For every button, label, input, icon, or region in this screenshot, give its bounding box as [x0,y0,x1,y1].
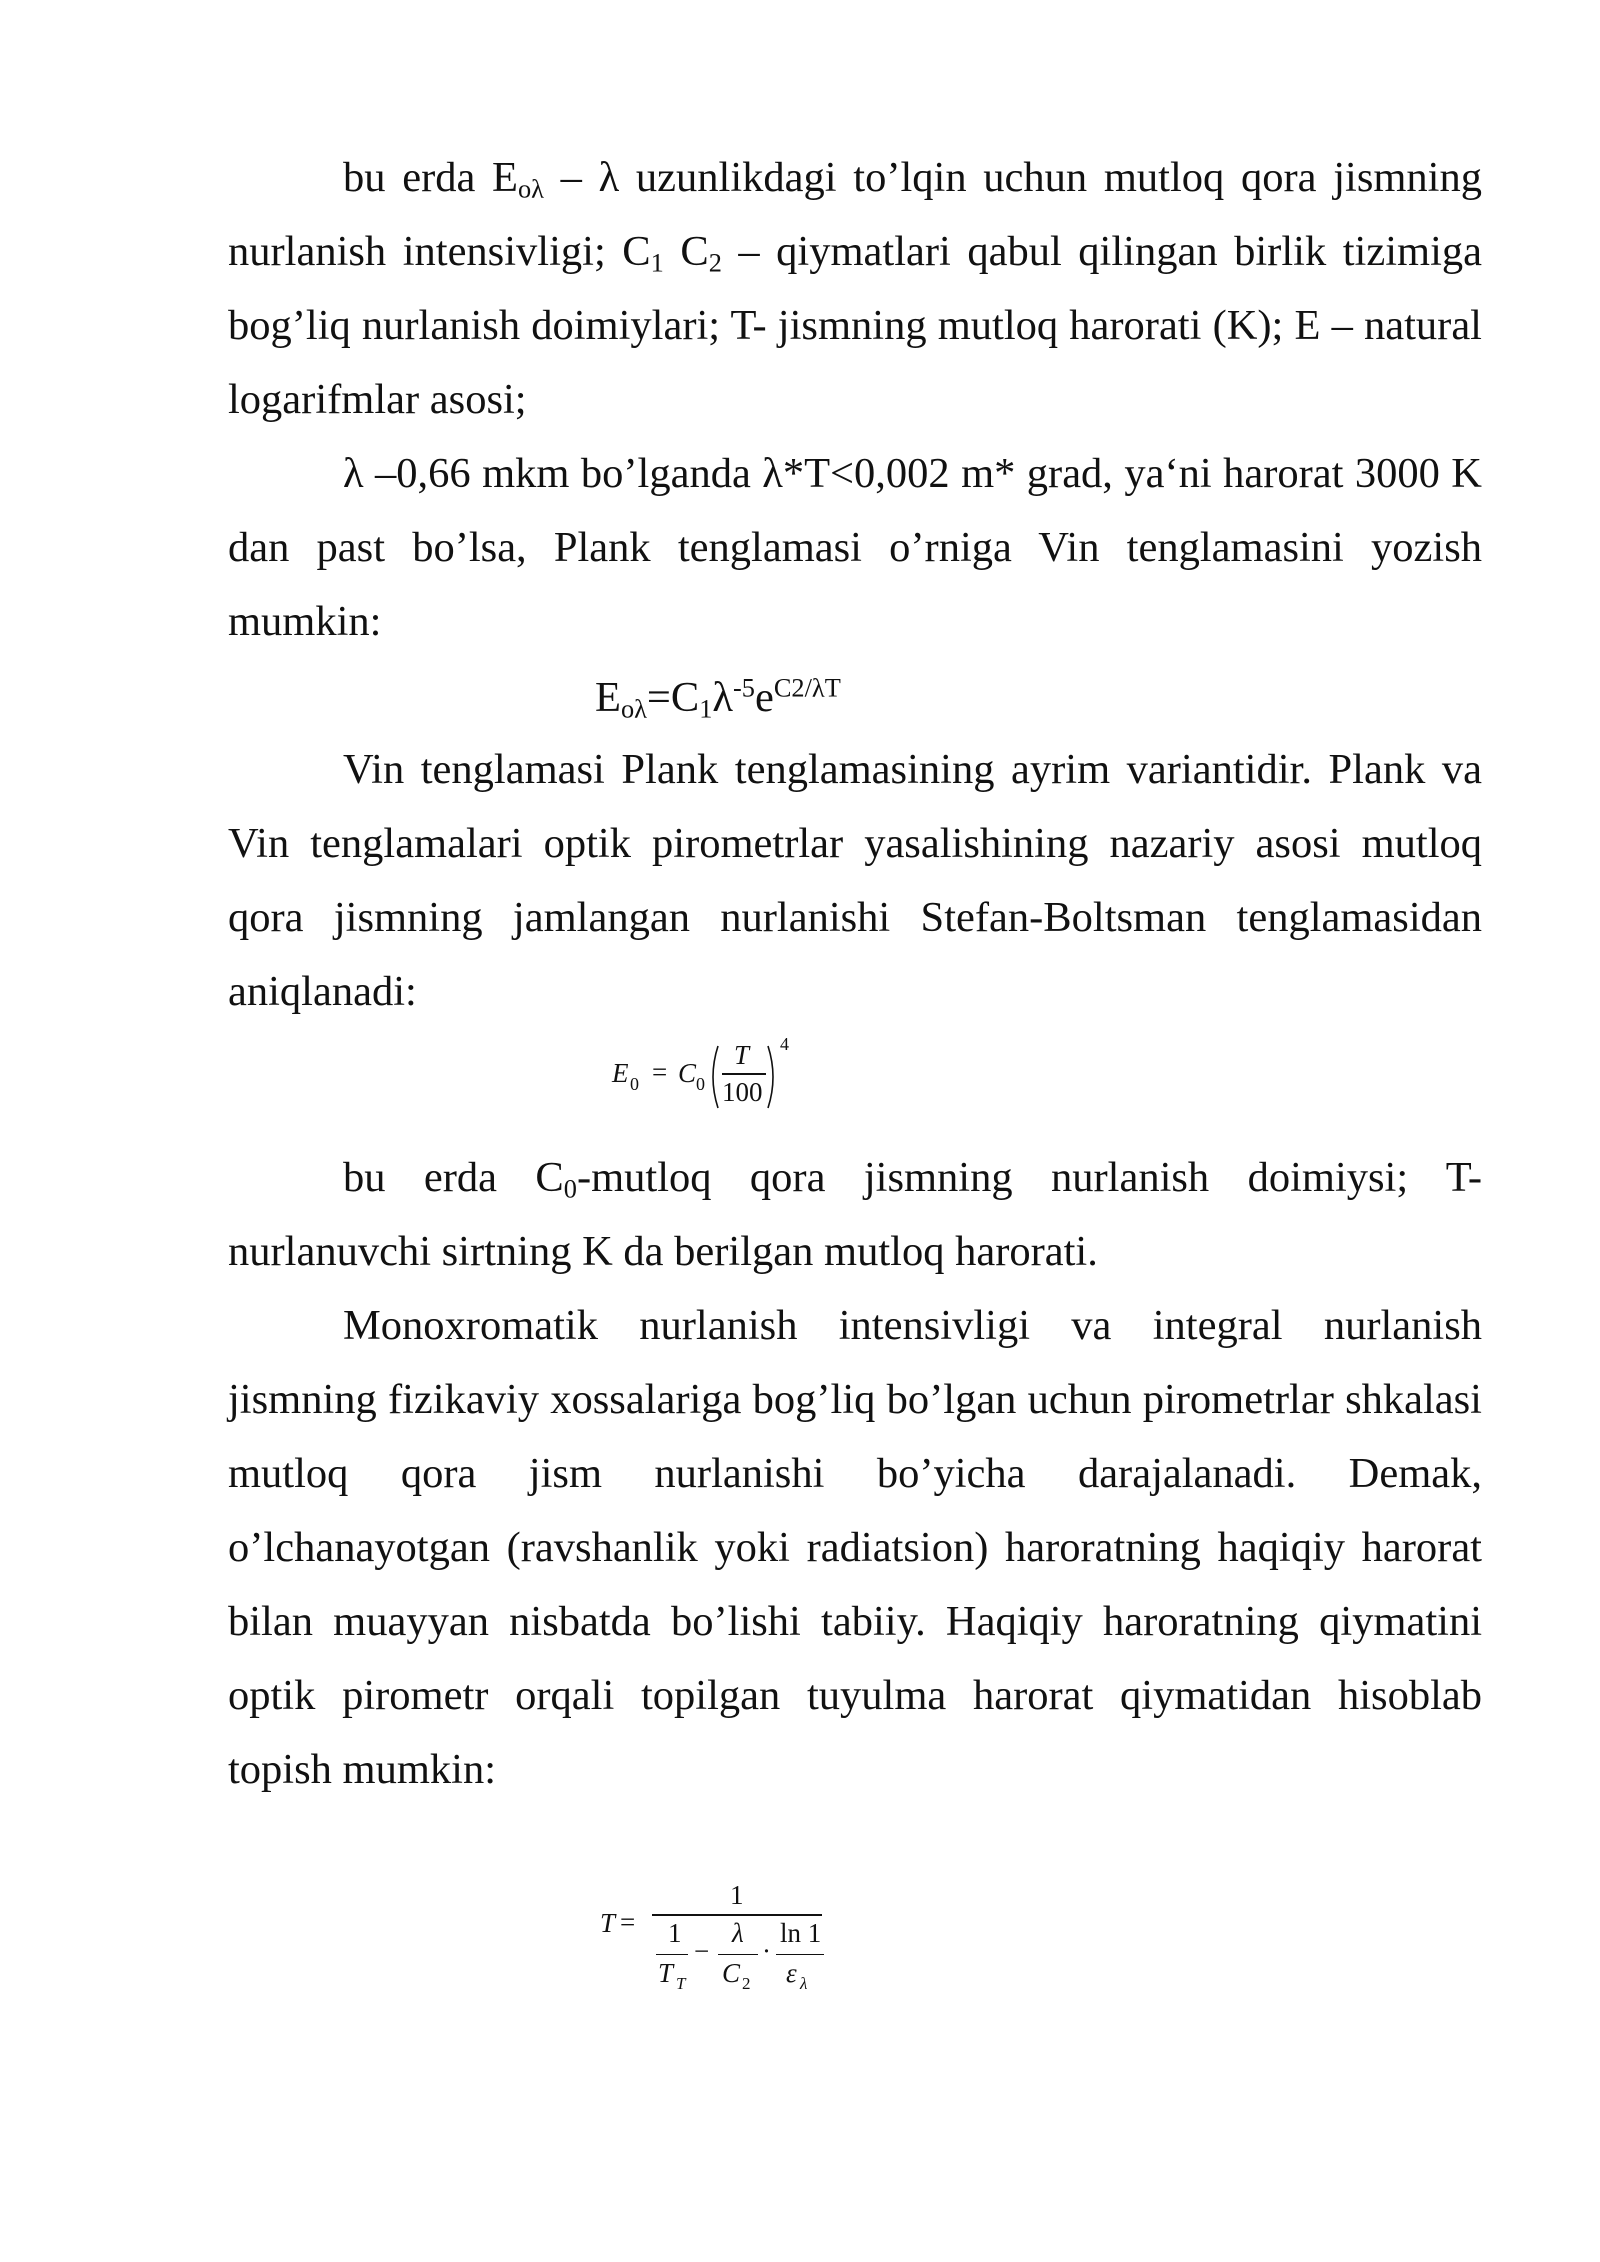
eq-denominator: T [658,1958,674,1988]
subscript: 1 [650,248,664,278]
paren-left [706,1044,720,1110]
text: C [663,228,709,275]
eq-subscript: 0 [696,1074,705,1094]
eq-subscript: λ [800,1974,808,1993]
paragraph-5: Monoxromatik nurlanish intensivligi va integral nurlanish jismning fizikaviy xossalariga bog’liq bo’lgan uchun pirometrlar shkalasi mutloq qora jism nurlanishi bo’yicha darajalanadi. Demak, o’lchanayotgan (ravshanlik yoki radiatsion) haroratning haqiqiy harorat bilan muayyan nisbatda bo’lishi tabiiy. Haqiqiy haroratning qiymatini optik pirometr orqali topilgan tuyulma harorat qiymatidan hisoblab topish mumkin: [228,1302,1482,1793]
eq-symbol: =C [646,674,700,721]
eq-symbol: e [754,674,774,721]
text: bu erda E [343,154,518,201]
eq-subscript: oλ [620,694,647,724]
eq-numerator: T [734,1040,750,1070]
fraction-bar [718,1954,758,1955]
text: -mutloq qora jismning nurlanish doimiysi; T- nurlanuvchi sirtning K da berilgan mutloq harorati. [228,1154,1482,1275]
subscript: 2 [708,248,722,278]
eq-symbol: E [612,1058,629,1088]
eq-superscript: C2/λT [773,673,841,703]
eq-denominator: ε [786,1958,797,1988]
wien-equation [595,668,841,728]
eq-numerator: 1 [730,1880,744,1910]
eq-superscript: 4 [780,1034,789,1054]
eq-subscript: 1 [699,694,713,724]
eq-numerator: 1 [668,1918,682,1948]
eq-symbol: λ [712,674,734,721]
eq-symbol: E [595,674,621,721]
subscript: 0 [563,1174,577,1204]
eq-denominator: 100 [722,1077,763,1107]
true-temperature-equation [600,1880,840,2010]
eq-symbol: − [694,1936,710,1966]
main-fraction-bar [652,1914,822,1916]
eq-subscript: 2 [742,1974,751,1993]
eq-symbol: T [600,1908,616,1938]
paren-right [766,1044,780,1110]
eq-numerator: λ [732,1918,744,1948]
eq-subscript: 0 [630,1074,639,1094]
eq-numerator: ln 1 [780,1918,822,1948]
fraction-bar [722,1073,766,1075]
stefan-boltzmann-equation [612,1034,812,1130]
paragraph-3: Vin tenglamasi Plank tenglamasining ayrim variantidir. Plank va Vin tenglamalari optik pirometrlar yasalishining nazariy asosi mutloq qora jismning jamlangan nurlanishi Stefan-Boltsman tenglamasidan aniqlanadi: [228,746,1482,1015]
eq-denominator: C [722,1958,741,1988]
text: – qiymatlari qabul qilingan birlik tizimiga bog’liq nurlanish doimiylari; T- jismning mutloq harorati (K); E – natural logarifmlar asosi; [228,228,1482,423]
paragraph-1 [228,141,1482,437]
eq-subscript: T [676,1974,686,1993]
fraction-bar [776,1954,824,1955]
paragraph-2: λ –0,66 mkm bo’lganda λ*T<0,002 m* grad, ya‘ni harorat 3000 K dan past bo’lsa, Plank tenglamasi o’rniga Vin tenglamasini yozish mumkin: [228,450,1482,645]
paragraph-4 [228,1141,1482,1289]
eq-symbol: · [762,1936,771,1966]
subscript: oλ [518,174,544,204]
text: – λ uzunlikdagi to’lqin uchun mutloq qora jismning nurlanish intensivligi; C [228,154,1482,275]
text: bu erda C [343,1154,564,1201]
eq-symbol: = [652,1057,668,1087]
eq-superscript: -5 [733,673,755,703]
eq-symbol: = [620,1907,636,1937]
eq-symbol: C [678,1058,697,1088]
fraction-bar [656,1954,688,1955]
